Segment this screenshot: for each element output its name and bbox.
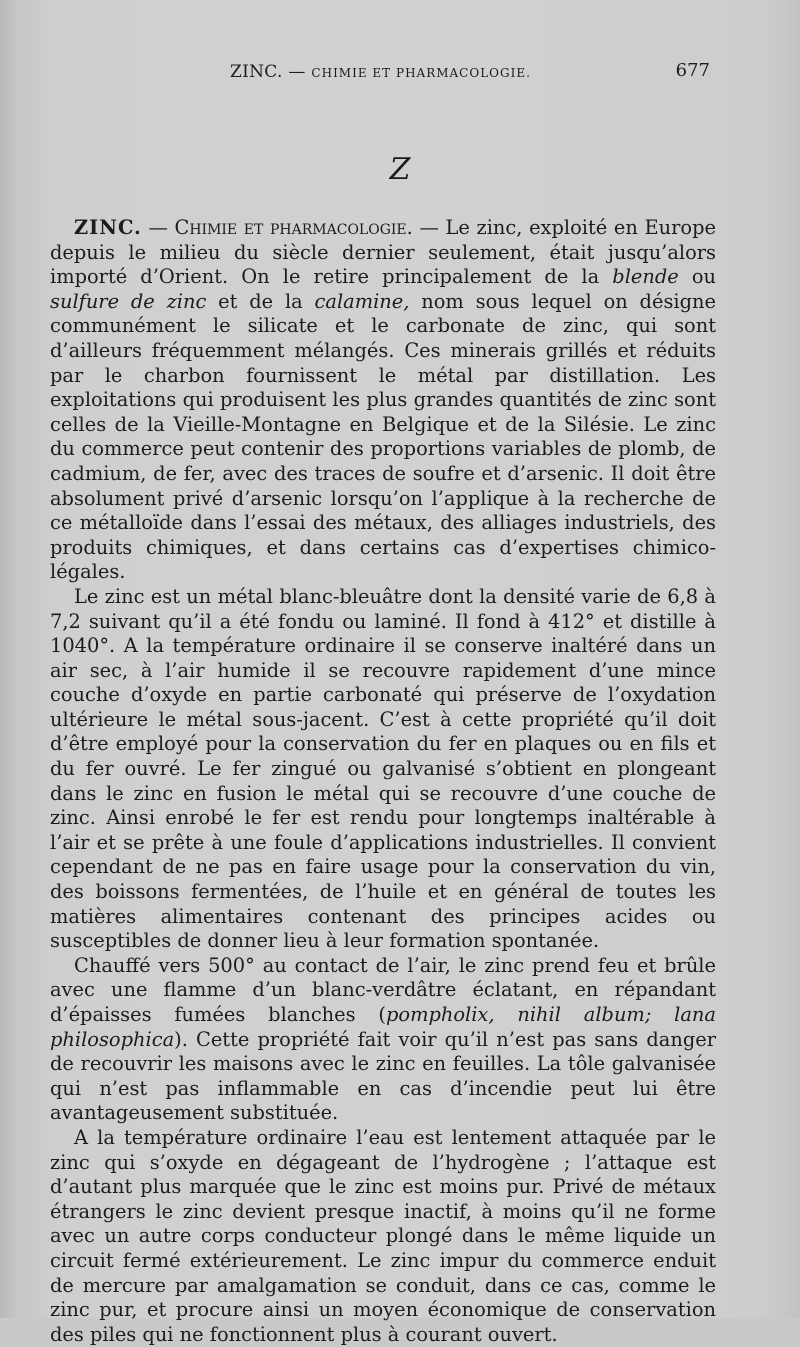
italic-sulfure-de-zinc: sulfure de zinc xyxy=(50,289,207,313)
italic-calamine: calamine, xyxy=(314,289,410,313)
italic-latin-names: pompholix, nihil album; lana philosophica xyxy=(50,1003,716,1051)
running-head-rubric: CHIMIE ET PHARMACOLOGIE. xyxy=(311,66,531,80)
paragraph-3-text-1: Chauffé vers 500° au contact de l’air, le zinc prend feu et brûle avec une flamme d’un blanc-verdâtre éclatant, en répandant d’épaisses fumées blanches ( xyxy=(50,953,716,1026)
running-head-prefix: ZINC. — xyxy=(230,62,312,82)
section-letter: Z xyxy=(389,152,411,187)
page-number: 677 xyxy=(675,60,710,81)
paragraph-3 xyxy=(50,954,716,1126)
rubric: — Chimie et pharmacologie. — xyxy=(141,216,446,239)
italic-blende: blende xyxy=(612,265,679,289)
paragraph-4: A la température ordinaire l’eau est lentement attaquée par le zinc qui s’oxyde en dégageant de l’hydrogène ; l’attaque est d’autant plus marquée que le zinc est moins pur. Privé de métaux étrangers le zinc devient presque inactif, à moins qu’il ne forme avec un autre corps conducteur plongé dans le même liquide un circuit fermé extérieurement. Le zinc impur du commerce enduit de mercure par amalgamation se conduit, dans ce cas, comme le zinc pur, et procure ainsi un moyen économique de conservation des piles qui ne fonctionnent plus à courant ouvert. xyxy=(50,1125,716,1346)
article-body xyxy=(50,216,716,1347)
paragraph-1-text-3: et de la xyxy=(206,289,315,313)
headword: ZINC. xyxy=(74,216,142,239)
running-head xyxy=(50,58,716,88)
paragraph-3-text-2: ). Cette propriété fait voir qu’il n’est pas sans danger de recouvrir les maisons avec le zinc en feuilles. La tôle galvanisée qui n’est pas inflammable en cas d’incendie peut lui être avantageusement substituée. xyxy=(50,1027,716,1125)
paragraph-2: Le zinc est un métal blanc-bleuâtre dont la densité varie de 6,8 à 7,2 suivant qu’il a été fondu ou laminé. Il fond à 412° et distille à 1040°. A la température ordinaire il se conserve inaltéré dans un air sec, à l’air humide il se recouvre rapidement d’une mince couche d’oxyde en partie carbonaté qui préserve de l’oxydation ultérieure le métal sous-jacent. C’est à cette propriété qu’il doit d’être employé pour la conservation du fer en plaques ou en fils et du fer ouvré. Le fer zingué ou galvanisé s’obtient en plongeant dans le zinc en fusion le métal qui se recouvre d’une couche de zinc. Ainsi enrobé le fer est rendu pour longtemps inaltérable à l’air et se prête à une foule d’applications industrielles. Il convient cependant de ne pas en faire usage pour la conservation du vin, des boissons fermentées, de l’huile et en général de toutes les matières alimentaires contenant des principes acides ou susceptibles de donner lieu à leur formation spontanée. xyxy=(50,584,716,953)
paragraph-1-text-1: Le zinc, exploité en Europe depuis le milieu du siècle dernier seulement, était jusqu’alors importé d’Orient. On le retire principalement de la xyxy=(50,216,716,289)
running-head-title xyxy=(230,62,531,82)
paragraph-1-text-2: ou xyxy=(678,265,717,289)
paragraph-1-text-4: nom sous lequel on désigne communément le silicate et le carbonate de zinc, qui sont d’ailleurs fréquemment mélangés. Ces minerais grillés et réduits par le charbon fournissent le métal par distillation. Les exploitations qui produisent les plus grandes quantités de zinc sont celles de la Vieille-Montagne en Belgique et de la Silésie. Le zinc du commerce peut contenir des proportions variables de plomb, de cadmium, de fer, avec des traces de soufre et d’arsenic. Il doit être absolument privé d’arsenic lorsqu’on l’applique à la recherche de ce métalloïde dans l’essai des métaux, des alliages industriels, des produits chimiques, et dans certains cas d’expertises chimico-légales. xyxy=(50,289,716,584)
paragraph-1 xyxy=(50,216,716,585)
